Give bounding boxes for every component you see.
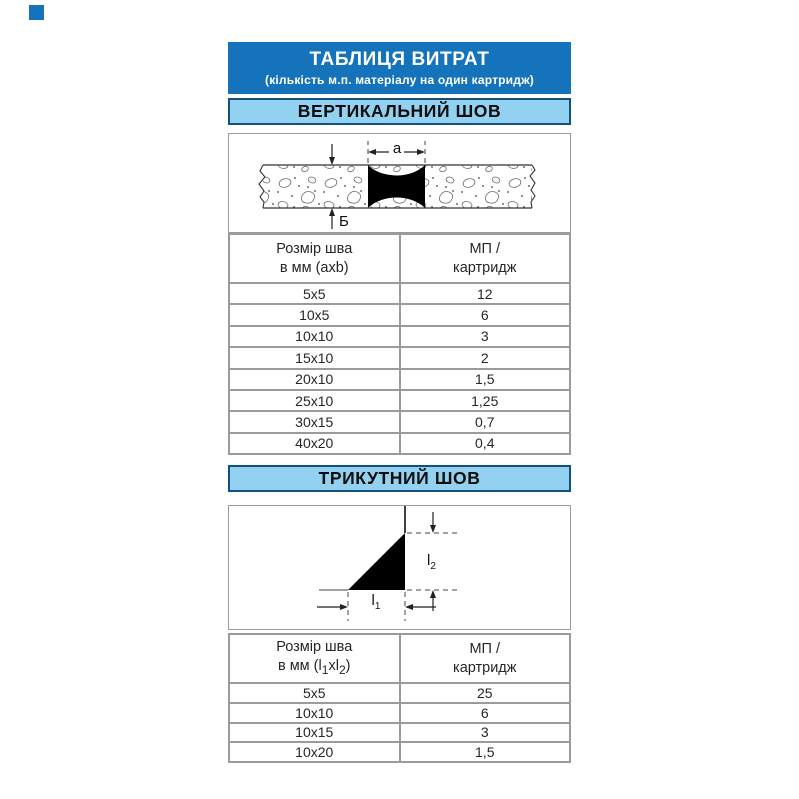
table-row (230, 684, 569, 704)
seam-size-cell: 5x5 (230, 684, 401, 702)
seam-size-cell: 10x10 (230, 327, 401, 346)
consumption-cell: 3 (480, 724, 489, 741)
seam-size-cell: 40x20 (230, 434, 401, 453)
seam-size-cell: 10x15 (230, 724, 401, 742)
dimension-label-a: a (392, 140, 402, 157)
seam-size-cell: 30x15 (230, 412, 401, 431)
triangular-seam-table (228, 633, 571, 763)
table-header-banner (228, 42, 571, 94)
seam-size-cell: 10x20 (230, 743, 401, 761)
dimension-label-b: Б (339, 213, 349, 230)
table-header-row (230, 235, 569, 284)
table-row (230, 724, 569, 744)
table-row (230, 704, 569, 724)
seam-size-cell: 15x10 (230, 348, 401, 367)
seam-size-cell: 25x10 (230, 391, 401, 410)
section-title-text: ВЕРТИКАЛЬНИЙ ШОВ (297, 101, 502, 121)
consumption-cell: 2 (480, 349, 489, 366)
page-subtitle: (кількість м.п. матеріалу на один картридж) (265, 73, 534, 87)
column-header-consumption: МП / картридж (453, 240, 517, 276)
column-header-consumption: МП / картридж (453, 640, 517, 676)
vertical-seam-diagram (228, 133, 571, 233)
table-body (230, 684, 569, 761)
consumption-cell: 0,4 (475, 435, 495, 452)
consumption-cell: 6 (480, 704, 489, 721)
triangular-seam-drawing (229, 506, 569, 628)
consumption-cell: 12 (476, 285, 493, 302)
seam-size-cell: 10x10 (230, 704, 401, 722)
table-row (230, 743, 569, 761)
consumption-cell: 0,7 (475, 413, 495, 430)
corner-mark (29, 5, 44, 20)
seam-size-cell: 10x5 (230, 305, 401, 324)
consumption-cell: 6 (480, 307, 489, 324)
table-header-row (230, 635, 569, 684)
table-row (230, 370, 569, 391)
section-title-text: ТРИКУТНИЙ ШОВ (318, 468, 481, 488)
table-row (230, 348, 569, 369)
vertical-seam-table (228, 233, 571, 455)
section-title-triangular-seam (228, 465, 571, 492)
table-body (230, 284, 569, 453)
consumption-cell: 25 (476, 684, 493, 701)
triangular-seam-diagram (228, 505, 571, 630)
consumption-cell: 1,5 (475, 371, 495, 388)
consumption-cell: 1,5 (475, 744, 495, 761)
column-header-seam-size: Розмір шва в мм $(l_1xl_2)$ (230, 635, 401, 682)
consumption-cell: 3 (480, 328, 489, 345)
table-row (230, 284, 569, 305)
table-row (230, 391, 569, 412)
dimension-label-l1: $l_1$ (371, 592, 381, 612)
seam-size-cell: 20x10 (230, 370, 401, 389)
seam-size-cell: 5x5 (230, 284, 401, 303)
dimension-label-l2: $l_2$ (427, 552, 436, 572)
consumption-cell: 1,25 (471, 392, 499, 409)
table-row (230, 327, 569, 348)
page-title: ТАБЛИЦЯ ВИТРАТ (309, 49, 490, 70)
section-title-vertical-seam (228, 98, 571, 125)
table-row (230, 434, 569, 453)
column-header-seam-size: Розмір шва в мм (axb) (230, 235, 401, 282)
table-row (230, 305, 569, 326)
table-row (230, 412, 569, 433)
